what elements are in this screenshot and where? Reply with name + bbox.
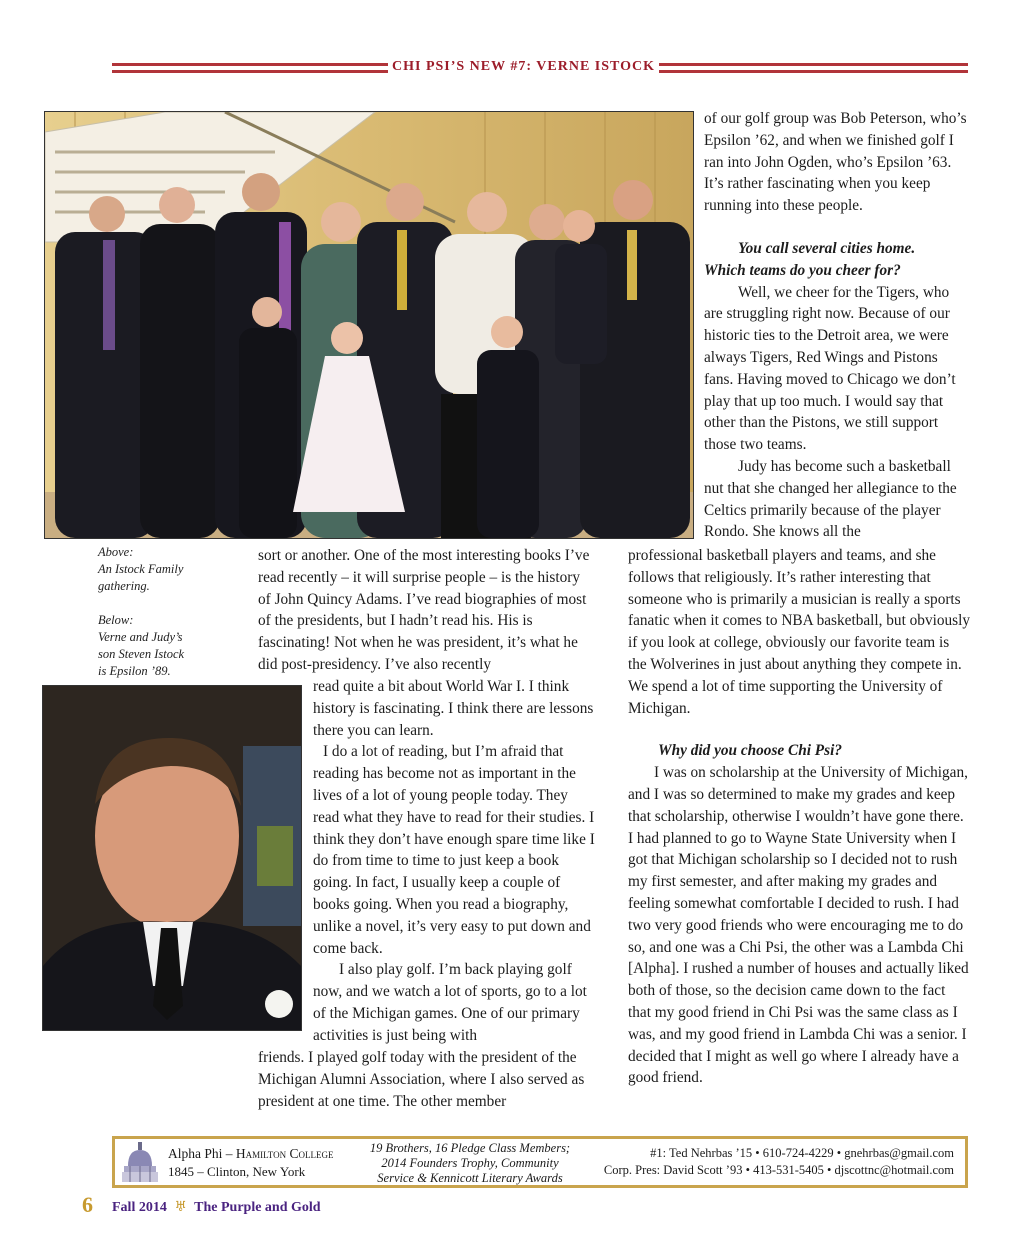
mid-text-5: friends. I played golf today with the president of the Michigan Alumni Association, where I also served as president at one time. The other member: [258, 1049, 585, 1110]
contact-line-1: #1: Ted Nehrbas ’15 • 610-724-4229 • gnehrbas@gmail.com: [650, 1146, 954, 1160]
mid-text-4: I also play golf. I’m back playing golf now, and we watch a lot of sports, go to a lot of the Michigan games. One of our primary activities is just being with: [313, 961, 587, 1044]
mid-paragraph-2: [313, 676, 595, 1047]
mid-text-1: sort or another. One of the most interesting books I’ve read recently – it will surprise people – is the history of John Quincy Adams. I’ve read biographies of most of the presidents, but I hadn’t read his. His is fascinating! Not when he was president, it’s what he did post-presidency. I’ve also recently: [258, 547, 590, 673]
mid-text-2: read quite a bit about World War I. I think history is fascinating. I think there are lessons there you can learn.: [313, 678, 594, 739]
chi-psi-emblem-icon: ♅: [174, 1200, 187, 1215]
caption-above-line-2: gathering.: [98, 579, 150, 593]
question-chi-psi: Why did you choose Chi Psi?: [658, 742, 843, 760]
chapter-awards: [360, 1141, 580, 1186]
awards-line-1: 19 Brothers, 16 Pledge Class Members;: [369, 1141, 571, 1155]
issue-line: [112, 1199, 321, 1216]
caption-below-line-3: is Epsilon ’89.: [98, 664, 171, 678]
awards-line-2: 2014 Founders Trophy, Community: [381, 1156, 559, 1170]
chapter-label: Alpha Phi: [168, 1146, 223, 1161]
college-name: Hamilton College: [235, 1146, 334, 1161]
publication-title: The Purple and Gold: [194, 1200, 321, 1215]
page-number: 6: [82, 1192, 93, 1217]
answer-chi-psi: I was on scholarship at the University of Michigan, and I was so determined to make my grades and keep that scholarship, otherwise I wouldn’t have gone there. I had planned to go to Wayne State University when I got that Michigan scholarship so I decided not to rush my first semester, and after making my grades and feeling somewhat comfortable I decided to rush. I had two very good friends who were encouraging me to do so, and one was a Chi Psi, the other was a Lambda Chi [Alpha]. I rushed a number of houses and actually liked both of those, so the decision came down to the fact that my good friend in Chi Psi was the same class as I was, and my good friend in Lambda Chi was a senior. I decided that I might as well go where I already have a good friend.: [628, 764, 969, 1087]
right-top-block: [704, 108, 970, 543]
section-title: CHI PSI’S NEW #7: VERNE ISTOCK: [388, 59, 659, 75]
awards-line-3: Service & Kennicott Literary Awards: [377, 1171, 563, 1185]
question-teams-line-2: Which teams do you cheer for?: [704, 261, 901, 279]
chapter-founded: 1845 – Clinton, New York: [168, 1164, 306, 1179]
caption-below-line-2: son Steven Istock: [98, 647, 185, 661]
answer-teams-p2a: Judy has become such a basketball nut that she changed her allegiance to the Celtics primarily because of the player Rondo. She knows all the: [704, 457, 957, 541]
chapter-name: Alpha Phi – Hamilton College: [168, 1146, 334, 1161]
right-text-intro: of our golf group was Bob Peterson, who’s Epsilon ’62, and when we finished golf I ran into John Ogden, who’s Epsilon ’63. It’s rather fascinating when you keep running into these people.: [704, 110, 967, 215]
answer-teams-p2b: professional basketball players and teams, and she follows that religiously. It’s rather interesting that someone who is primarily a musician is really a sports fanatic when it comes to NBA basketball, but obviously if you look at college, obviously our favorite team is the Wolverines in just about anything they compete in. We spend a lot of time supporting the University of Michigan.: [628, 547, 970, 717]
family-gathering-photo: [44, 111, 694, 539]
contact-line-2: Corp. Pres: David Scott ’93 • 413-531-5405 • djscottnc@hotmail.com: [603, 1163, 954, 1177]
right-bottom-block: [628, 545, 970, 1089]
capitol-dome-icon: [120, 1140, 160, 1189]
mid-paragraph-3: [258, 1047, 594, 1112]
caption-above-line-1: An Istock Family: [98, 562, 184, 576]
steven-istock-photo: [42, 685, 302, 1031]
mid-paragraph-1: [258, 545, 594, 676]
answer-teams-p1: Well, we cheer for the Tigers, who are struggling right now. Because of our historic ties to the Detroit area, we were always Tigers, Red Wings and Pistons fans. Having moved to Chicago we don’t play that up too much. I would say that other than the Pistons, we still support those two teams.: [704, 283, 956, 454]
question-teams-line-1: You call several cities home.: [738, 239, 916, 257]
issue-season: Fall 2014: [112, 1200, 167, 1215]
caption-below-line-1: Verne and Judy’s: [98, 630, 183, 644]
caption-below-label: Below:: [98, 613, 134, 627]
family-gathering-illustration: [45, 112, 693, 538]
portrait-illustration: [43, 686, 301, 1030]
mid-text-3: I do a lot of reading, but I’m afraid that reading has become not as important in the lives of a lot of young people today. They read what they have to read for their studies. I think they don’t have enough spare time like I do from time to time to just keep a book going. In fact, I usually keep a couple of books going. When you read a biography, unlike a novel, it’s very easy to put down and come back.: [313, 743, 595, 957]
caption-above-label: Above:: [98, 545, 134, 559]
